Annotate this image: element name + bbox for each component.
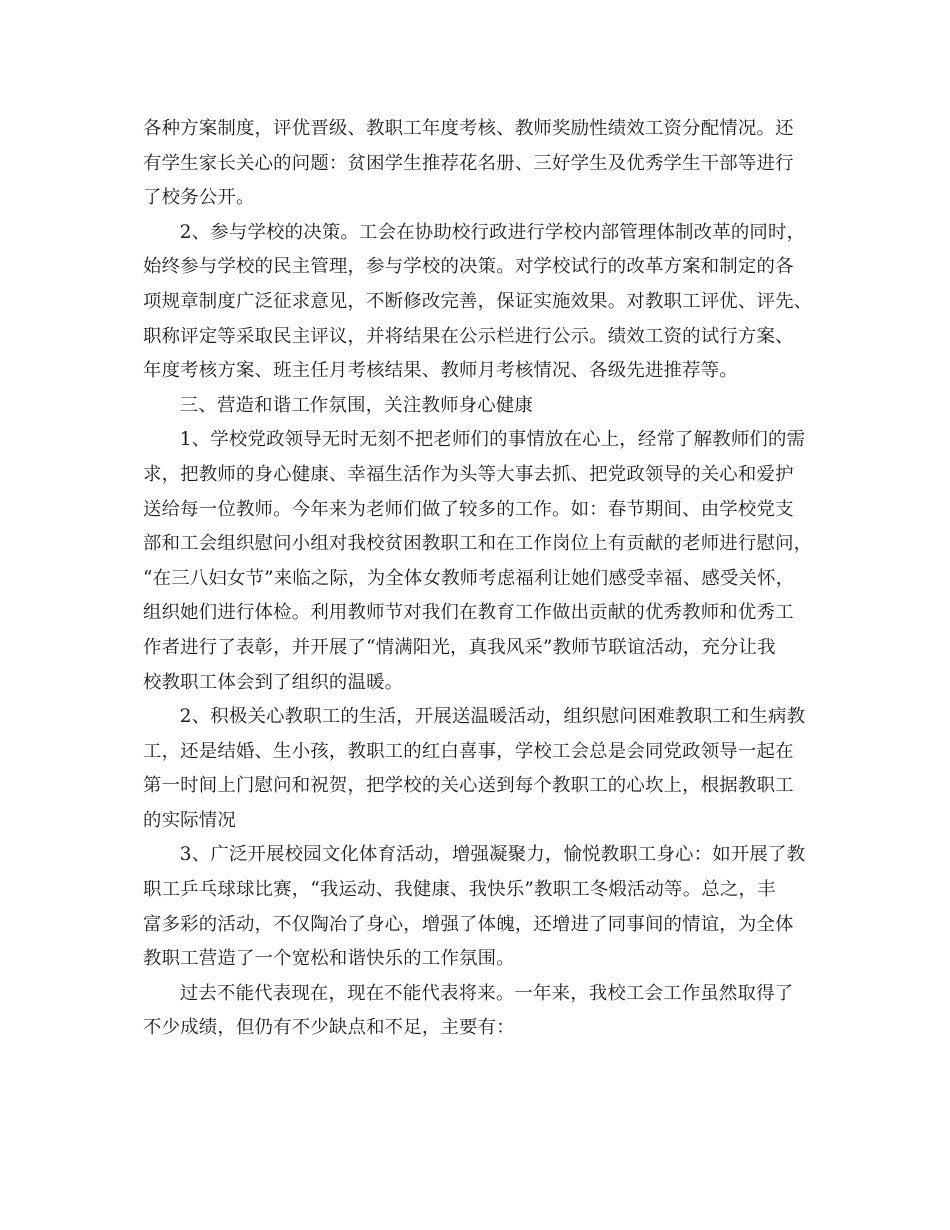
- section-heading: [143, 389, 807, 424]
- text-line: 富多彩的活动，不仅陶冶了身心，增强了体魄，还增进了同事间的情谊，为全体: [143, 913, 794, 935]
- paragraph-5: [143, 700, 807, 838]
- paragraph-6: [143, 838, 807, 976]
- paragraph-7: [143, 977, 807, 1046]
- text-line: 有学生家长关心的问题：贫困学生推荐花名册、三好学生及优秀学生干部等进行: [143, 152, 794, 174]
- text-line: 职工乒乓球球比赛，“我运动、我健康、我快乐”教职工冬煅活动等。总之，丰: [143, 879, 776, 901]
- text-line: 过去不能代表现在，现在不能代表将来。一年来，我校工会工作虽然取得了: [179, 982, 794, 1004]
- text-line: 1、学校党政领导无时无刻不把老师们的事情放在心上，经常了解教师们的需: [179, 429, 806, 451]
- paragraph-4: [143, 423, 813, 700]
- text-line: 职称评定等采取民主评议，并将结果在公示栏进行公示。绩效工资的试行方案、: [143, 325, 794, 347]
- text-line: 三、营造和谐工作氛围，关注教师身心健康: [179, 394, 534, 416]
- text-line: 部和工会组织慰问小组对我校贫困教职工和在工作岗位上有贡献的老师进行慰问，: [143, 533, 813, 555]
- document-body: [143, 112, 813, 1046]
- text-line: “在三八妇女节”来临之际，为全体女教师考虑福利让她们感受幸福、感受关怀，: [143, 567, 795, 589]
- text-line: 工，还是结婚、生小孩，教职工的红白喜事，学校工会总是会同党政领导一起在: [143, 740, 794, 762]
- text-line: 了校务公开。: [143, 187, 255, 209]
- text-line: 项规章制度广泛征求意见，不断修改完善，保证实施效果。对教职工评优、评先、: [143, 290, 813, 312]
- text-line: 2、参与学校的决策。工会在协助校行政进行学校内部管理体制改革的同时，: [179, 221, 806, 243]
- text-line: 求，把教师的身心健康、幸福生活作为头等大事去抓、把党政领导的关心和爱护: [143, 463, 794, 485]
- paragraph-2: [143, 216, 813, 389]
- text-line: 始终参与学校的民主管理，参与学校的决策。对学校试行的改革方案和制定的各: [143, 256, 794, 278]
- text-line: 校教职工体会到了组织的温暖。: [143, 671, 404, 693]
- text-line: 第一时间上门慰问和祝贺，把学校的关心送到每个教职工的心坎上，根据教职工: [143, 775, 794, 797]
- text-line: 的实际情况: [143, 809, 236, 831]
- text-line: 年度考核方案、班主任月考核结果、教师月考核情况、各级先进推荐等。: [143, 360, 738, 382]
- text-line: 送给每一位教师。今年来为老师们做了较多的工作。如：春节期间、由学校党支: [143, 498, 794, 520]
- text-line: 2、积极关心教职工的生活，开展送温暖活动，组织慰问困难教职工和生病教: [179, 706, 806, 728]
- text-line: 不少成绩，但仍有不少缺点和不足，主要有：: [143, 1017, 515, 1039]
- text-line: 作者进行了表彰，并开展了“情满阳光，真我风采”教师节联谊活动，充分让我: [143, 636, 776, 658]
- text-line: 3、广泛开展校园文化体育活动，增强凝聚力，愉悦教职工身心：如开展了教: [179, 844, 806, 866]
- text-line: 教职工营造了一个宽松和谐快乐的工作氛围。: [143, 948, 515, 970]
- text-line: 各种方案制度，评优晋级、教职工年度考核、教师奖励性绩效工资分配情况。还: [143, 118, 794, 139]
- text-line: 组织她们进行体检。利用教师节对我们在教育工作做出贡献的优秀教师和优秀工: [143, 602, 794, 624]
- paragraph-1: [143, 112, 807, 216]
